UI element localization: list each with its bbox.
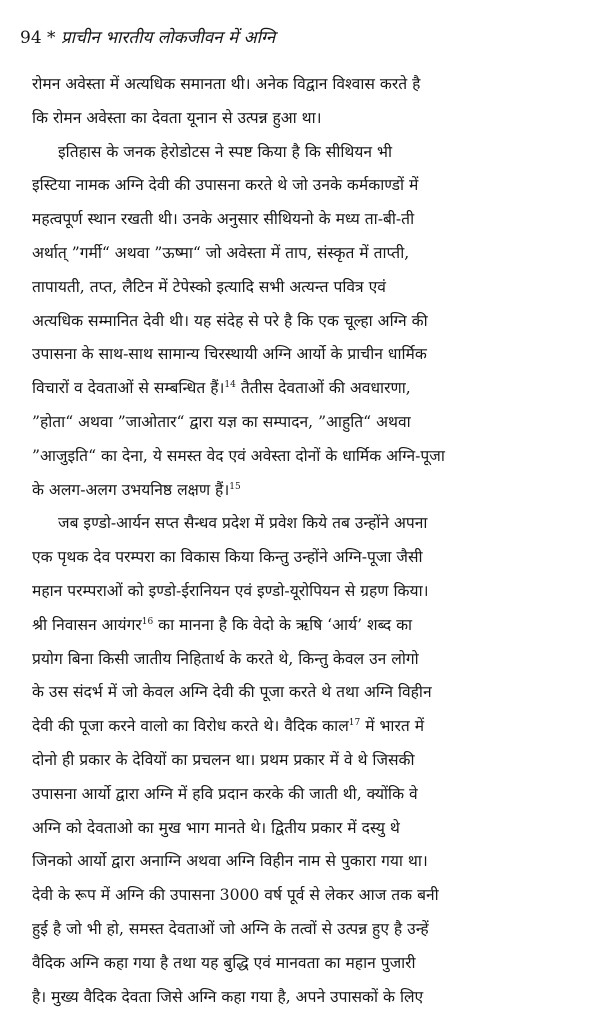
line-text: अग्नि को देवताओ का मुख भाग मानते थे। द्वितीय प्रकार में दस्यु थे <box>32 818 400 837</box>
footnote-marker: 14 <box>224 380 236 391</box>
text-line <box>32 744 572 778</box>
line-text: एक पृथक देव परम्परा का विकास किया किन्तु उन्होंने अग्नि-पूजा जैसी <box>32 548 423 567</box>
line-text: कि रोमन अवेस्ता का देवता यूनान से उत्पन्न हुआ था। <box>32 108 322 127</box>
line-text: के उस संदर्भ में जो केवल अग्नि देवी की पूजा करते थे तथा अग्नि विहीन <box>32 683 432 702</box>
line-text: जब इण्डो-आर्यन सप्त सैन्धव प्रदेश में प्रवेश किये तब उन्होंने अपना <box>58 514 428 533</box>
text-line <box>32 68 572 102</box>
footnote-marker: 16 <box>141 616 154 627</box>
line-text: उपासना आर्यो द्वारा अग्नि में हवि प्रदान करके की जाती थी, क्योंकि वे <box>32 784 418 803</box>
text-line <box>32 372 572 406</box>
line-text: दोनो ही प्रकार के देवियों का प्रचलन था। प्रथम प्रकार में वे थे जिसकी <box>32 750 415 769</box>
text-line <box>32 474 572 508</box>
text-line <box>32 879 572 913</box>
line-text: अर्थात् ”गर्मी“ अथवा ”ऊष्मा“ जो अवेस्ता में ताप, संस्कृत में ताप्ती, <box>32 243 410 262</box>
text-line <box>32 643 572 677</box>
line-text: रोमन अवेस्ता में अत्यधिक समानता थी। अनेक विद्वान विश्वास करते है <box>32 75 421 93</box>
footnote-marker: 17 <box>348 718 361 729</box>
line-text-continued: का मानना है कि वेदो के ऋषि ‘आर्य’ शब्द का <box>153 615 413 634</box>
line-text: अत्यधिक सम्मानित देवी थी। यह संदेह से परे है कि एक चूल्हा अग्नि की <box>32 311 428 330</box>
book-title: प्राचीन भारतीय लोकजीवन में अग्नि <box>60 28 276 48</box>
text-line <box>32 947 572 981</box>
text-line <box>32 981 572 1014</box>
line-text-continued: तैतीस देवताओं की अवधारणा, <box>235 379 411 398</box>
line-text: के अलग-अलग उभयनिष्ठ लक्षण हैं। <box>32 480 230 499</box>
text-line <box>32 778 572 812</box>
text-line <box>32 237 572 271</box>
footnote-marker: 15 <box>229 481 241 492</box>
line-text: देवी के रूप में अग्नि की उपासना 3000 वर्ष पूर्व से लेकर आज तक बनी <box>32 886 439 905</box>
text-line <box>32 271 572 305</box>
text-line <box>32 913 572 947</box>
text-line <box>32 136 572 170</box>
text-line <box>32 541 572 575</box>
text-line <box>32 338 572 372</box>
running-header <box>20 26 275 50</box>
text-line <box>32 845 572 879</box>
text-line <box>32 169 572 203</box>
text-line <box>32 507 572 541</box>
text-line <box>32 710 572 744</box>
text-line <box>32 406 572 440</box>
line-text: है। मुख्य वैदिक देवता जिसे अग्नि कहा गया है, अपने उपासकों के लिए <box>32 987 424 1006</box>
line-text: ”आजुइति“ का देना, ये समस्त वेद एवं अवेस्ता दोनों के धार्मिक अग्नि-पूजा <box>32 446 445 465</box>
text-line <box>32 203 572 237</box>
line-text: ”होता“ अथवा ”जाओतार“ द्वारा यज्ञ का सम्पादन, ”आहुति“ अथवा <box>32 412 411 431</box>
line-text: हुई है जो भी हो, समस्त देवताओं जो अग्नि के तत्वों से उत्पन्न हुए है उन्हें <box>32 919 429 938</box>
text-line <box>32 812 572 846</box>
text-line <box>32 440 572 474</box>
line-text: महान परम्पराओं को इण्डो-ईरानियन एवं इण्डो-यूरोपियन से ग्रहण किया। <box>32 581 429 600</box>
text-line <box>32 676 572 710</box>
line-text: वैदिक अग्नि कहा गया है तथा यह बुद्धि एवं मानवता का महान पुजारी <box>32 953 416 972</box>
line-text: इस्टिया नामक अग्नि देवी की उपासना करते थे जो उनके कर्मकाण्डों में <box>32 176 419 195</box>
line-text: श्री निवासन आयंगर <box>32 615 142 634</box>
line-text-continued: में भारत में <box>360 717 425 736</box>
line-text: जिनको आर्यो द्वारा अनाग्नि अथवा अग्नि विहीन नाम से पुकारा गया था। <box>32 852 428 871</box>
line-text: महत्वपूर्ण स्थान रखती थी। उनके अनुसार सीथियनो के मध्य ता-बी-ती <box>32 210 415 229</box>
body-text <box>32 68 572 1014</box>
line-text: इतिहास के जनक हेरोडोटस ने स्पष्ट किया है कि सीथियन भी <box>58 142 393 161</box>
page-number: 94 <box>20 28 42 48</box>
line-text: उपासना के साथ-साथ सामान्य चिरस्थायी अग्नि आर्यो के प्राचीन धार्मिक <box>32 345 427 364</box>
line-text: प्रयोग बिना किसी जातीय निहितार्थ के करते थे, किन्तु केवल उन लोगो <box>32 649 419 668</box>
text-line <box>32 609 572 643</box>
text-line <box>32 575 572 609</box>
line-text: विचारों व देवताओं से सम्बन्धित हैं। <box>32 379 225 398</box>
header-separator: * <box>47 28 56 48</box>
line-text: तापायती, तप्त, लैटिन में टेपेस्को इत्यादि सभी अत्यन्त पवित्र एवं <box>32 277 386 296</box>
line-text: देवी की पूजा करने वालो का विरोध करते थे। वैदिक काल <box>32 717 349 736</box>
text-line <box>32 305 572 339</box>
text-line <box>32 102 572 136</box>
